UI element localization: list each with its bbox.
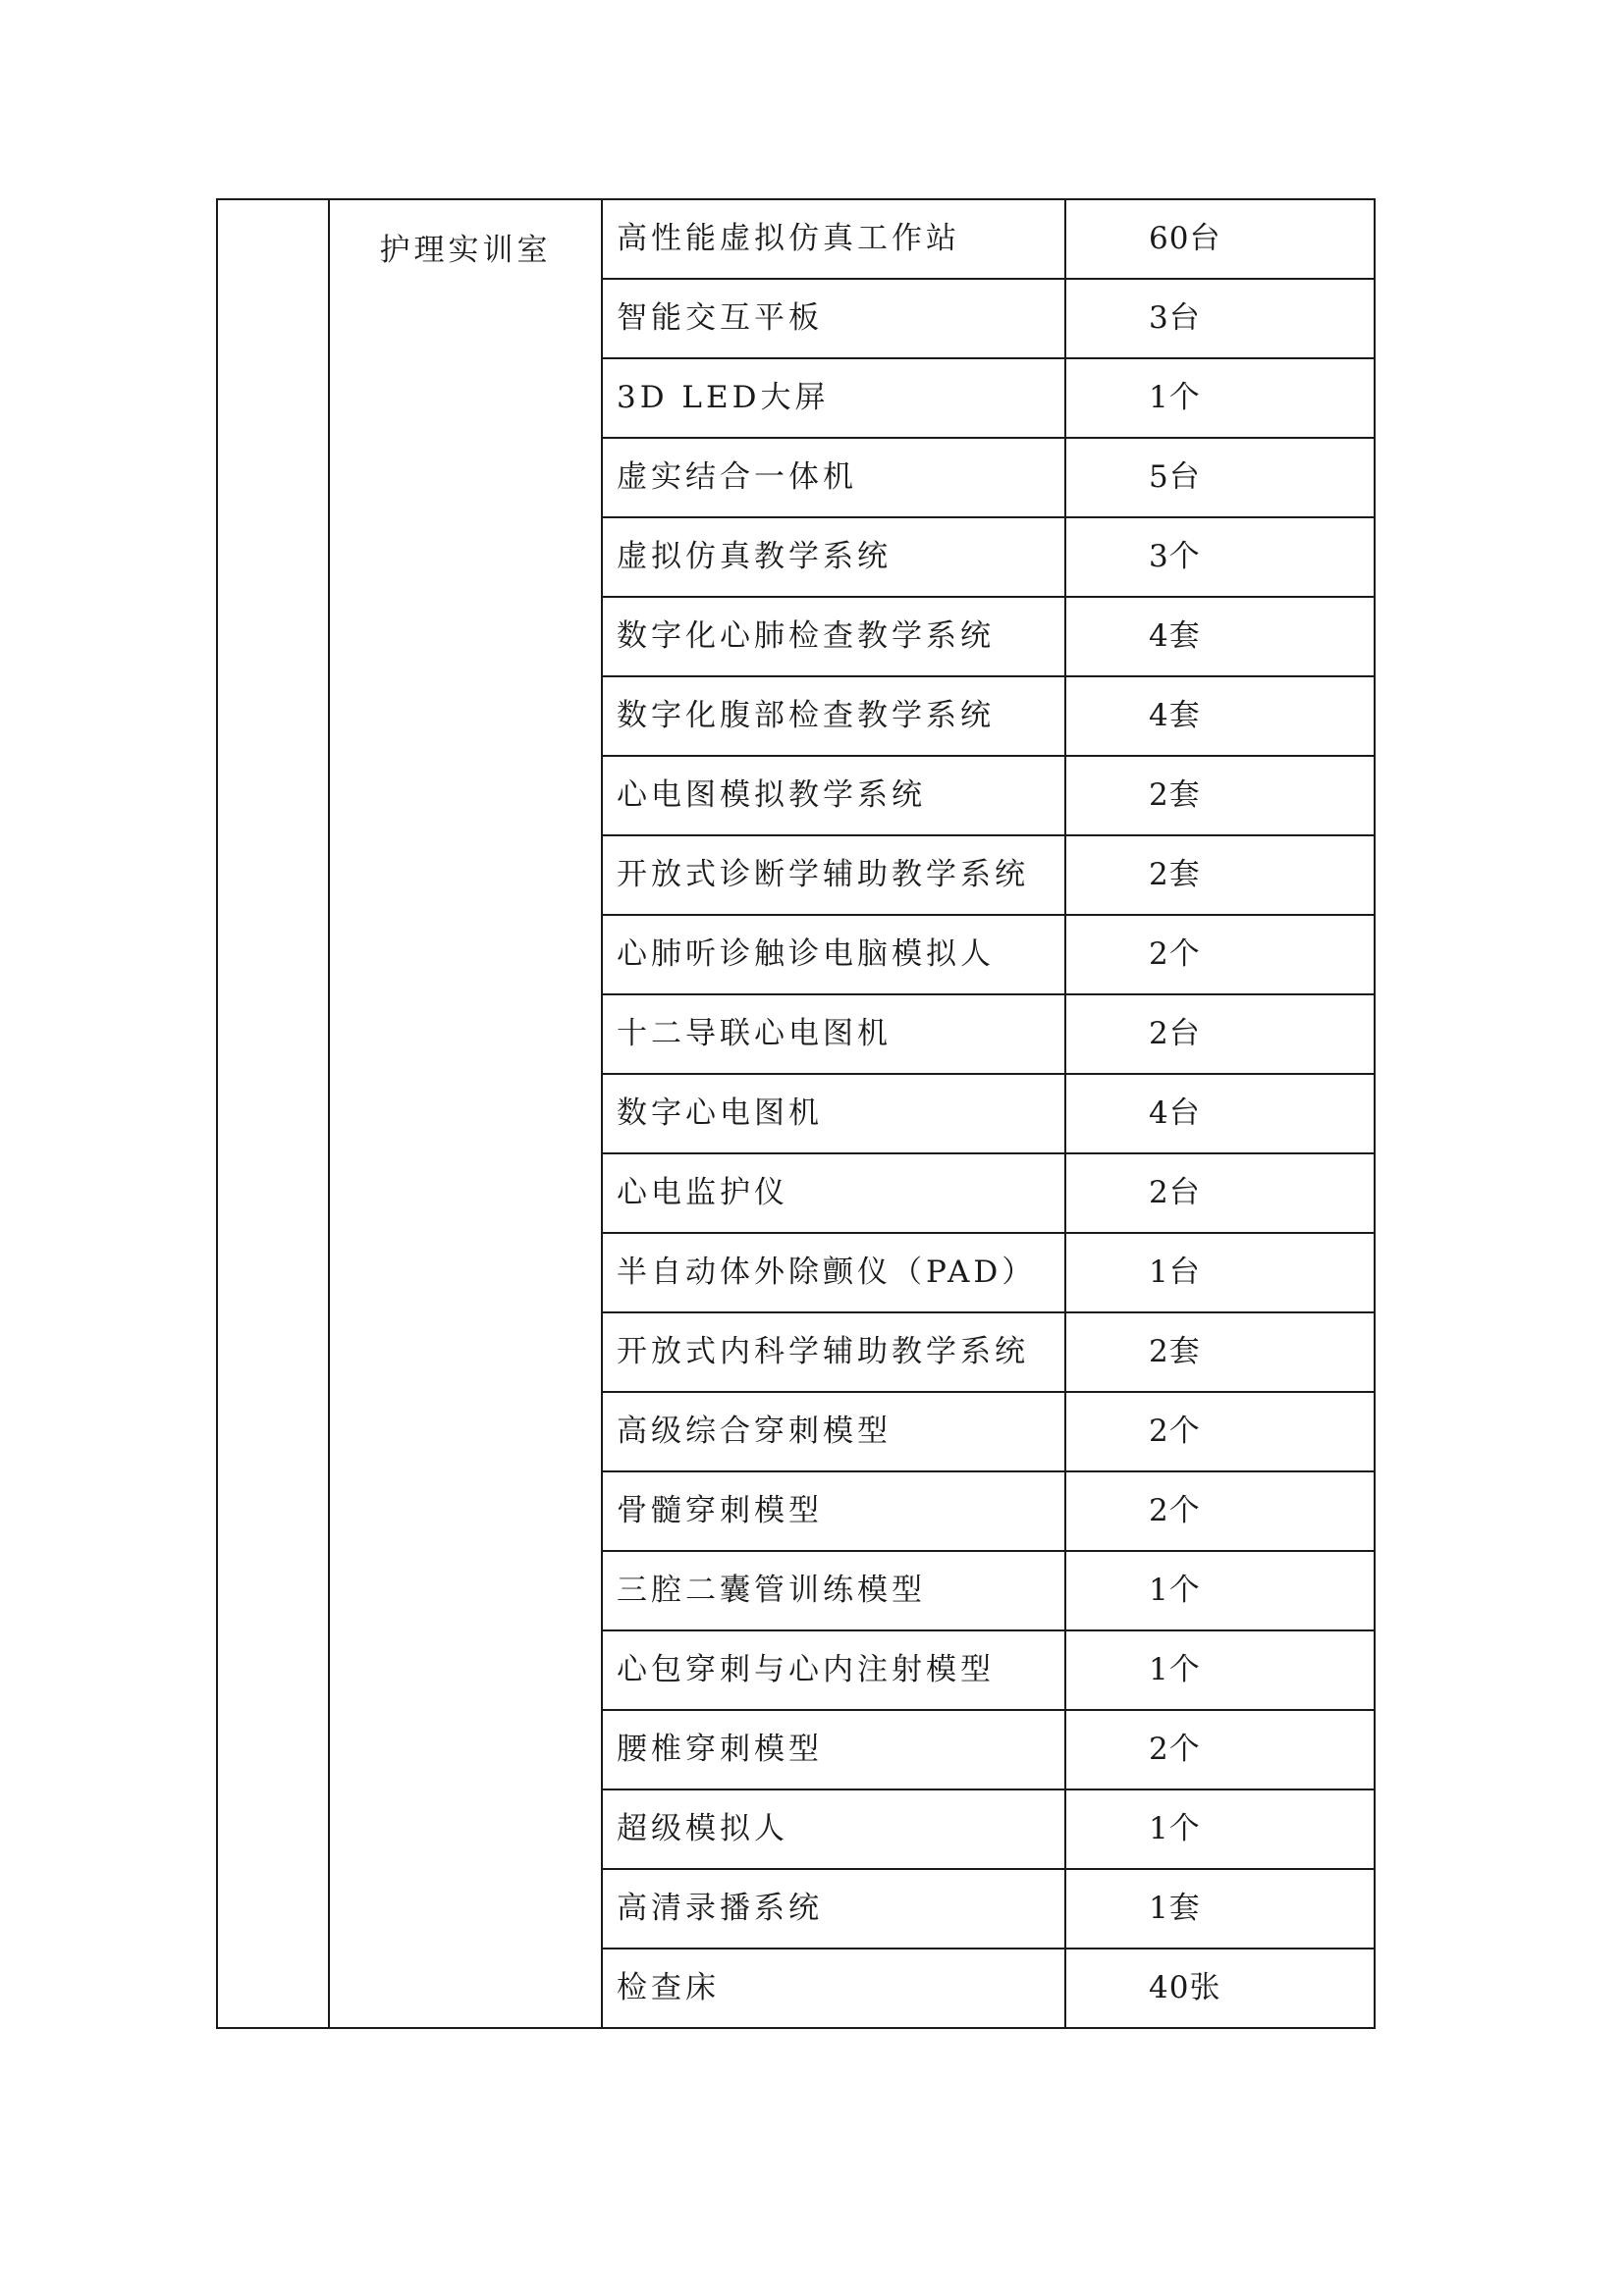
equipment-name: 开放式诊断学辅助教学系统: [602, 835, 1065, 915]
equipment-name: 十二导联心电图机: [602, 994, 1065, 1074]
equipment-quantity: 60台: [1065, 199, 1375, 279]
equipment-quantity: 2台: [1065, 1153, 1375, 1233]
equipment-quantity: 5台: [1065, 438, 1375, 517]
equipment-quantity: 1个: [1065, 358, 1375, 438]
equipment-quantity: 1个: [1065, 1789, 1375, 1869]
equipment-quantity: 1套: [1065, 1869, 1375, 1949]
room-name-cell: 护理实训室: [329, 199, 602, 2028]
equipment-quantity: 3个: [1065, 517, 1375, 597]
equipment-quantity: 4台: [1065, 1074, 1375, 1153]
equipment-name: 智能交互平板: [602, 279, 1065, 358]
equipment-name: 开放式内科学辅助教学系统: [602, 1312, 1065, 1392]
equipment-name: 数字心电图机: [602, 1074, 1065, 1153]
equipment-quantity: 1个: [1065, 1551, 1375, 1630]
equipment-quantity: 2个: [1065, 1471, 1375, 1551]
equipment-quantity: 1台: [1065, 1233, 1375, 1312]
equipment-name: 心电监护仪: [602, 1153, 1065, 1233]
equipment-quantity: 40张: [1065, 1949, 1375, 2028]
equipment-quantity: 2套: [1065, 835, 1375, 915]
equipment-name: 半自动体外除颤仪（PAD）: [602, 1233, 1065, 1312]
equipment-name: 高性能虚拟仿真工作站: [602, 199, 1065, 279]
table-row: [217, 199, 1375, 279]
equipment-quantity: 3台: [1065, 279, 1375, 358]
equipment-table: [216, 198, 1376, 2029]
equipment-name: 数字化心肺检查教学系统: [602, 597, 1065, 676]
equipment-name: 心肺听诊触诊电脑模拟人: [602, 915, 1065, 994]
equipment-name: 虚实结合一体机: [602, 438, 1065, 517]
equipment-quantity: 1个: [1065, 1630, 1375, 1710]
equipment-name: 心电图模拟教学系统: [602, 756, 1065, 835]
equipment-name: 检查床: [602, 1949, 1065, 2028]
equipment-quantity: 2台: [1065, 994, 1375, 1074]
equipment-name: 腰椎穿刺模型: [602, 1710, 1065, 1789]
category-cell: [217, 199, 329, 2028]
equipment-quantity: 4套: [1065, 597, 1375, 676]
equipment-quantity: 4套: [1065, 676, 1375, 756]
equipment-quantity: 2个: [1065, 1710, 1375, 1789]
equipment-name: 3D LED大屏: [602, 358, 1065, 438]
equipment-name: 数字化腹部检查教学系统: [602, 676, 1065, 756]
equipment-name: 三腔二囊管训练模型: [602, 1551, 1065, 1630]
equipment-table-body: [217, 199, 1375, 2028]
equipment-name: 虚拟仿真教学系统: [602, 517, 1065, 597]
equipment-quantity: 2个: [1065, 1392, 1375, 1471]
equipment-quantity: 2个: [1065, 915, 1375, 994]
equipment-quantity: 2套: [1065, 756, 1375, 835]
equipment-name: 超级模拟人: [602, 1789, 1065, 1869]
equipment-name: 高级综合穿刺模型: [602, 1392, 1065, 1471]
equipment-quantity: 2套: [1065, 1312, 1375, 1392]
equipment-name: 骨髓穿刺模型: [602, 1471, 1065, 1551]
equipment-name: 心包穿刺与心内注射模型: [602, 1630, 1065, 1710]
equipment-name: 高清录播系统: [602, 1869, 1065, 1949]
